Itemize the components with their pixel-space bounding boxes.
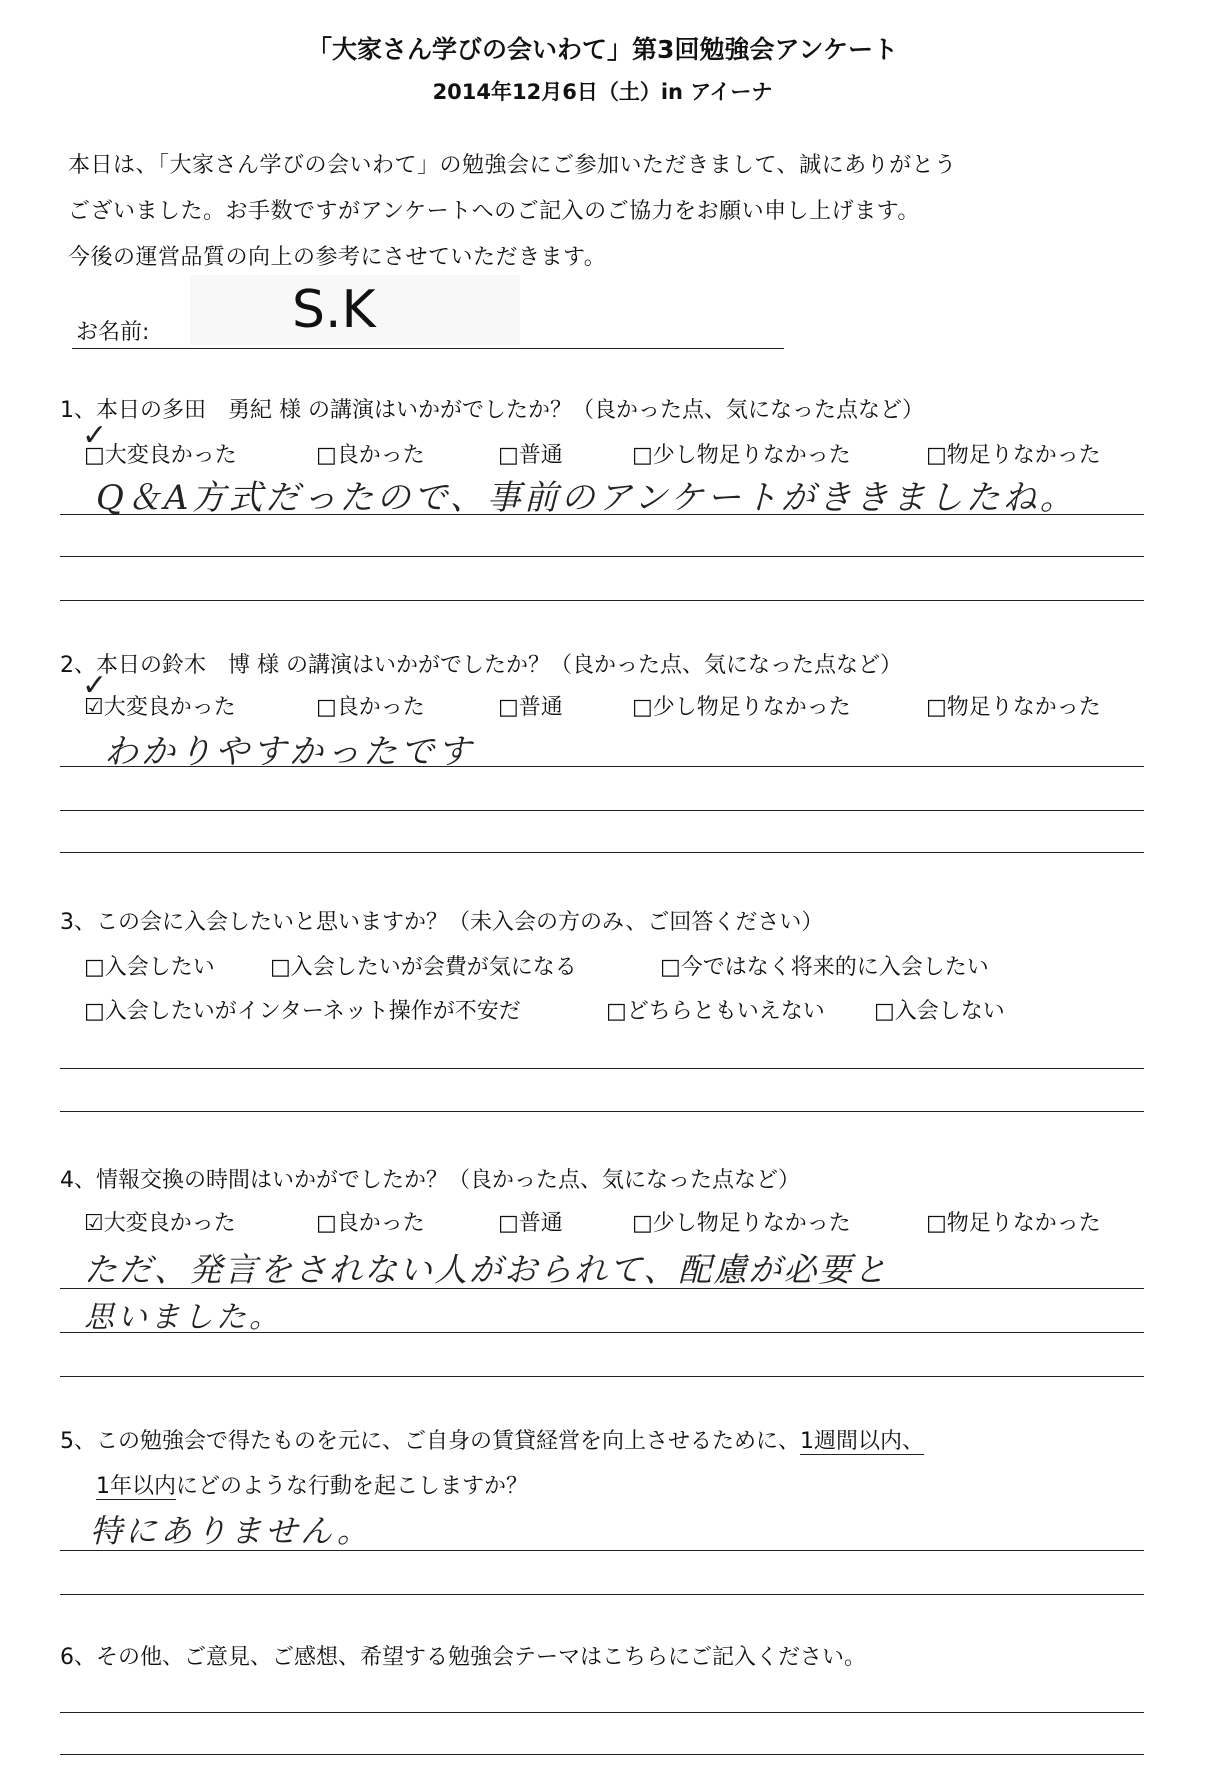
- question-4: 4、情報交換の時間はいかがでしたか？（良かった点、気になった点など）: [60, 1168, 800, 1193]
- question-2: 2、本日の鈴木 博 様 の講演はいかがでしたか？（良かった点、気になった点など）: [60, 653, 902, 678]
- q2-option-normal[interactable]: □普通: [498, 695, 563, 720]
- question-3: 3、この会に入会したいと思いますか？（未入会の方のみ、ご回答ください）: [60, 910, 824, 935]
- question-5-one-week: 1週間以内、: [800, 1429, 924, 1454]
- q1-option-lacking[interactable]: □物足りなかった: [926, 443, 1101, 468]
- q4-option-very-good[interactable]: ☑大変良かった: [84, 1211, 236, 1236]
- q2-answer[interactable]: わかりやすかったです: [104, 732, 474, 772]
- q1-option-very-good[interactable]: □大変良かった: [84, 443, 237, 468]
- name-underline: [72, 348, 784, 349]
- intro-line-3: 今後の運営品質の向上の参考にさせていただきます。: [68, 245, 607, 270]
- q1-check-mark-icon: ✓: [82, 418, 108, 453]
- q3-option-undecided[interactable]: □どちらともいえない: [606, 999, 825, 1024]
- q5-line-2: [60, 1594, 1144, 1595]
- q4-line-1: [60, 1288, 1144, 1289]
- question-1: 1、本日の多田 勇紀 様 の講演はいかがでしたか？（良かった点、気になった点など）: [60, 398, 924, 423]
- q2-option-good[interactable]: □良かった: [316, 695, 425, 720]
- question-6: 6、その他、ご意見、ご感想、希望する勉強会テーマはこちらにご記入ください。: [60, 1645, 866, 1670]
- q2-option-very-good[interactable]: ☑大変良かった: [84, 695, 236, 720]
- q4-option-lacking[interactable]: □物足りなかった: [926, 1211, 1101, 1236]
- question-5-line-1-text: 5、この勉強会で得たものを元に、ご自身の賃貸経営を向上させるために、: [60, 1429, 800, 1454]
- q2-line-3: [60, 852, 1144, 853]
- q1-option-slightly-lacking[interactable]: □少し物足りなかった: [632, 443, 851, 468]
- q5-answer[interactable]: 特にありません。: [90, 1512, 372, 1550]
- question-5-one-year: 1年以内: [96, 1474, 176, 1499]
- q1-line-1: [60, 514, 1144, 515]
- q2-option-slightly-lacking[interactable]: □少し物足りなかった: [632, 695, 851, 720]
- q3-option-join-internet-concern[interactable]: □入会したいがインターネット操作が不安だ: [84, 999, 521, 1024]
- q3-option-join[interactable]: □入会したい: [84, 955, 215, 980]
- name-label: お名前:: [76, 320, 150, 345]
- q1-option-good[interactable]: □良かった: [316, 443, 425, 468]
- q2-option-lacking[interactable]: □物足りなかった: [926, 695, 1101, 720]
- q4-line-3: [60, 1376, 1144, 1377]
- survey-title: 「大家さん学びの会いわて」第3回勉強会アンケート: [307, 35, 898, 64]
- q6-line-1: [60, 1712, 1144, 1713]
- q4-answer-line-2[interactable]: 思いました。: [84, 1300, 282, 1335]
- q2-check-mark-icon: ✓: [82, 668, 108, 703]
- question-5-line-1: [60, 1424, 924, 1455]
- intro-line-1: 本日は、「大家さん学びの会いわて」の勉強会にご参加いただきまして、誠にありがとう: [68, 153, 957, 178]
- survey-date: 2014年12月6日（土）in アイーナ: [432, 80, 773, 104]
- q3-option-not-join[interactable]: □入会しない: [874, 999, 1005, 1024]
- q6-line-2: [60, 1754, 1144, 1755]
- q3-option-join-later[interactable]: □今ではなく将来的に入会したい: [660, 955, 989, 980]
- q1-answer[interactable]: Q＆A方式だったので、事前のアンケートがききましたね。: [96, 478, 1077, 518]
- q3-line-2: [60, 1111, 1144, 1112]
- q4-option-good[interactable]: □良かった: [316, 1211, 425, 1236]
- q4-option-slightly-lacking[interactable]: □少し物足りなかった: [632, 1211, 851, 1236]
- q1-line-2: [60, 556, 1144, 557]
- q2-line-2: [60, 810, 1144, 811]
- q1-line-3: [60, 600, 1144, 601]
- q2-line-1: [60, 766, 1144, 767]
- q1-option-normal[interactable]: □普通: [498, 443, 563, 468]
- q3-option-join-fee-concern[interactable]: □入会したいが会費が気になる: [270, 955, 577, 980]
- question-5-line-2-text: にどのような行動を起こしますか？: [176, 1474, 529, 1499]
- q4-option-normal[interactable]: □普通: [498, 1211, 563, 1236]
- q4-answer-line-1[interactable]: ただ、発言をされない人がおられて、配慮が必要と: [84, 1250, 889, 1289]
- q5-line-1: [60, 1550, 1144, 1551]
- question-5-line-2: [96, 1469, 528, 1500]
- q3-line-1: [60, 1068, 1144, 1069]
- q4-line-2: [60, 1332, 1144, 1333]
- name-value[interactable]: S.K: [292, 280, 376, 340]
- intro-line-2: ございました。お手数ですがアンケートへのご記入のご協力をお願い申し上げます。: [68, 199, 920, 224]
